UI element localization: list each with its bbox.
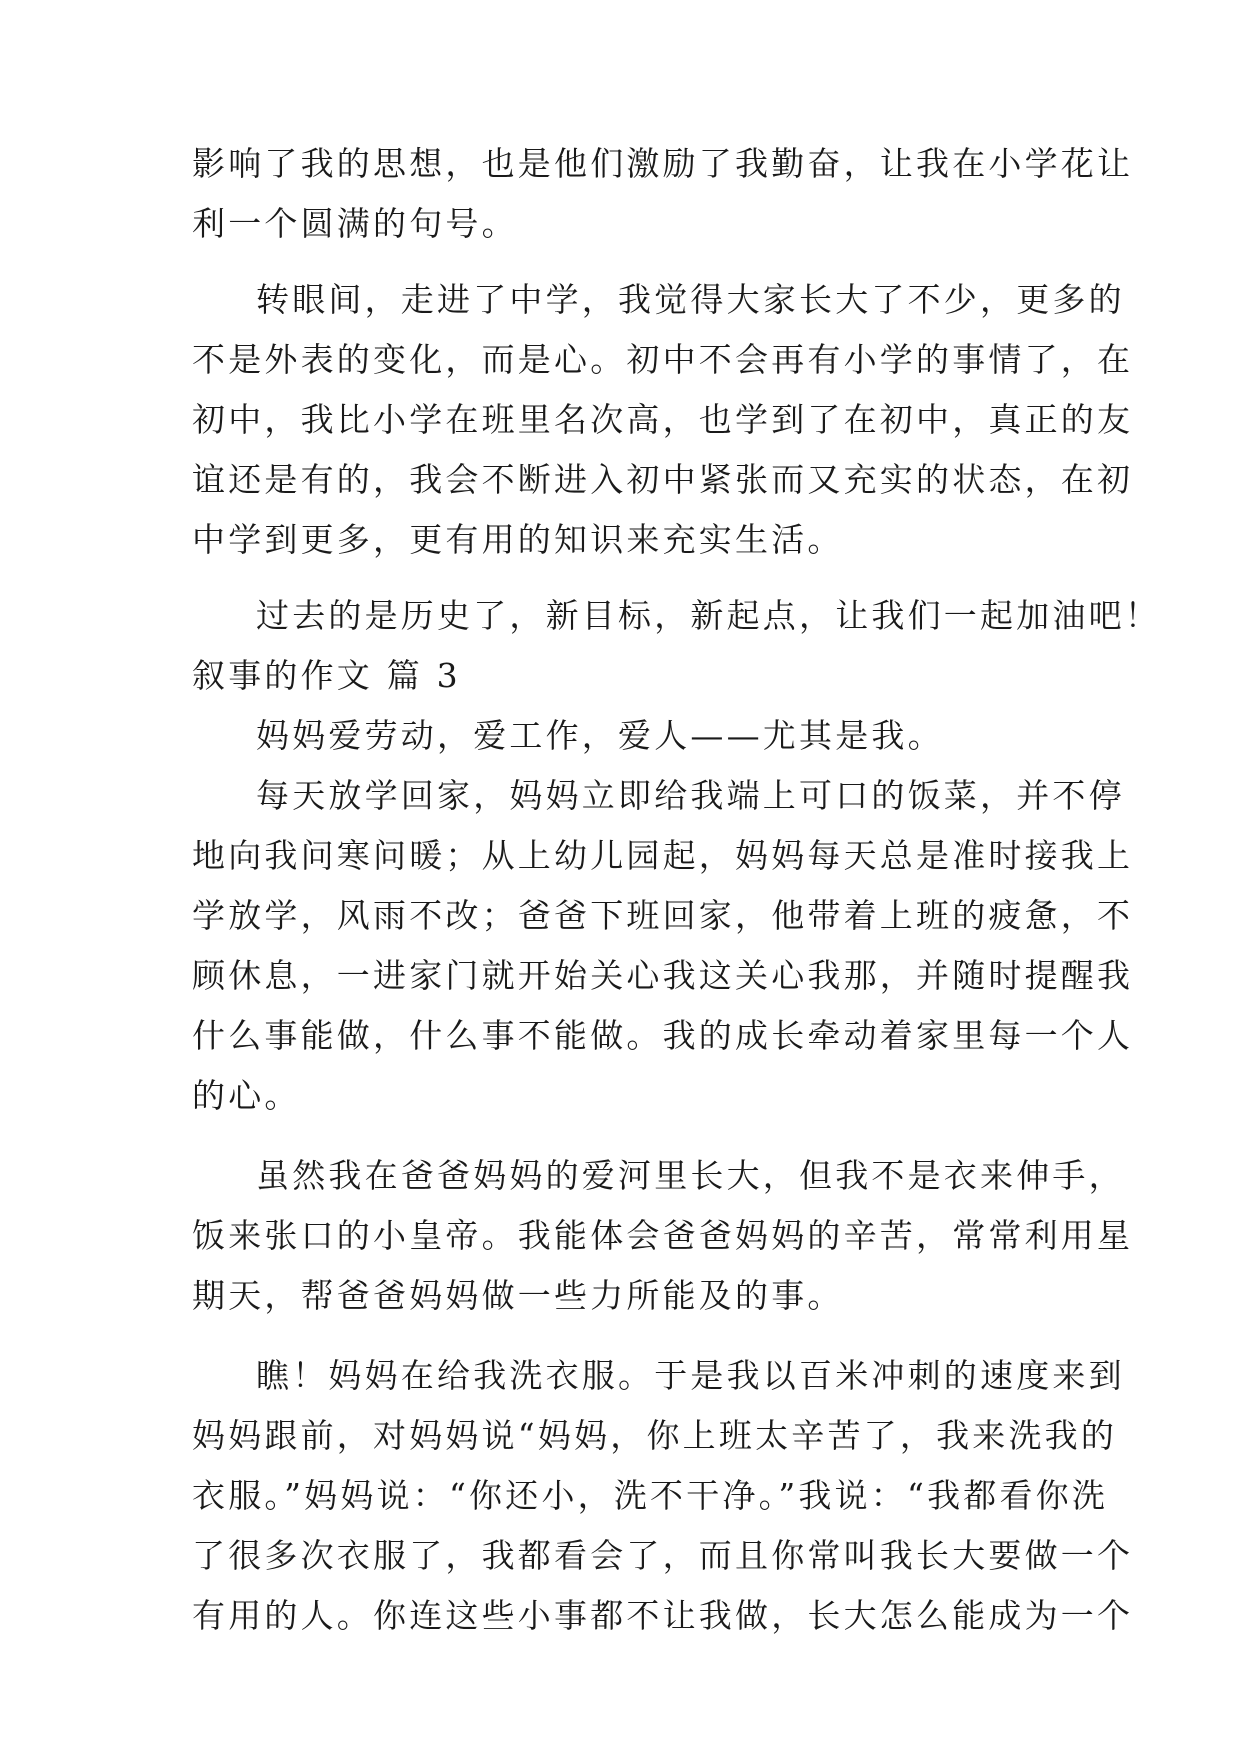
text-line: 有用的人。你连这些小事都不让我做，长大怎么能成为一个 (192, 1596, 1134, 1635)
paragraph-first-line: 每天放学回家，妈妈立即给我端上可口的饭菜，并不停 (256, 776, 1125, 815)
text-line: 了很多次衣服了，我都看会了，而且你常叫我长大要做一个 (192, 1536, 1134, 1575)
text-line: 不是外表的变化，而是心。初中不会再有小学的事情了，在 (192, 340, 1134, 379)
text-line: 地向我问寒问暖；从上幼儿园起，妈妈每天总是准时接我上 (192, 836, 1134, 875)
text-line: 影响了我的思想，也是他们激励了我勤奋，让我在小学花让 (192, 144, 1134, 183)
section-heading: 叙事的作文 篇 3 (192, 656, 461, 695)
text-line: 的心。 (192, 1076, 301, 1115)
paragraph-first-line: 过去的是历史了，新目标，新起点，让我们一起加油吧！ (256, 596, 1161, 635)
paragraph-first-line: 瞧！妈妈在给我洗衣服。于是我以百米冲刺的速度来到 (256, 1356, 1125, 1395)
text-line: 衣服。”妈妈说：“你还小，洗不干净。”我说：“我都看你洗 (192, 1476, 1109, 1515)
text-line: 期天，帮爸爸妈妈做一些力所能及的事。 (192, 1276, 844, 1315)
text-line: 妈妈跟前，对妈妈说“妈妈，你上班太辛苦了，我来洗我的 (192, 1416, 1118, 1455)
text-line: 利一个圆满的句号。 (192, 204, 518, 243)
paragraph-first-line: 妈妈爱劳动，爱工作，爱人——尤其是我。 (256, 716, 944, 755)
text-line: 顾休息，一进家门就开始关心我这关心我那，并随时提醒我 (192, 956, 1134, 995)
text-line: 学放学，风雨不改；爸爸下班回家，他带着上班的疲惫，不 (192, 896, 1134, 935)
text-line: 饭来张口的小皇帝。我能体会爸爸妈妈的辛苦，常常利用星 (192, 1216, 1134, 1255)
paragraph-first-line: 虽然我在爸爸妈妈的爱河里长大，但我不是衣来伸手， (256, 1156, 1125, 1195)
text-line: 初中，我比小学在班里名次高，也学到了在初中，真正的友 (192, 400, 1134, 439)
paragraph-first-line: 转眼间，走进了中学，我觉得大家长大了不少，更多的 (256, 280, 1125, 319)
text-line: 中学到更多，更有用的知识来充实生活。 (192, 520, 844, 559)
text-line: 什么事能做，什么事不能做。我的成长牵动着家里每一个人 (192, 1016, 1134, 1055)
text-line: 谊还是有的，我会不断进入初中紧张而又充实的状态，在初 (192, 460, 1134, 499)
